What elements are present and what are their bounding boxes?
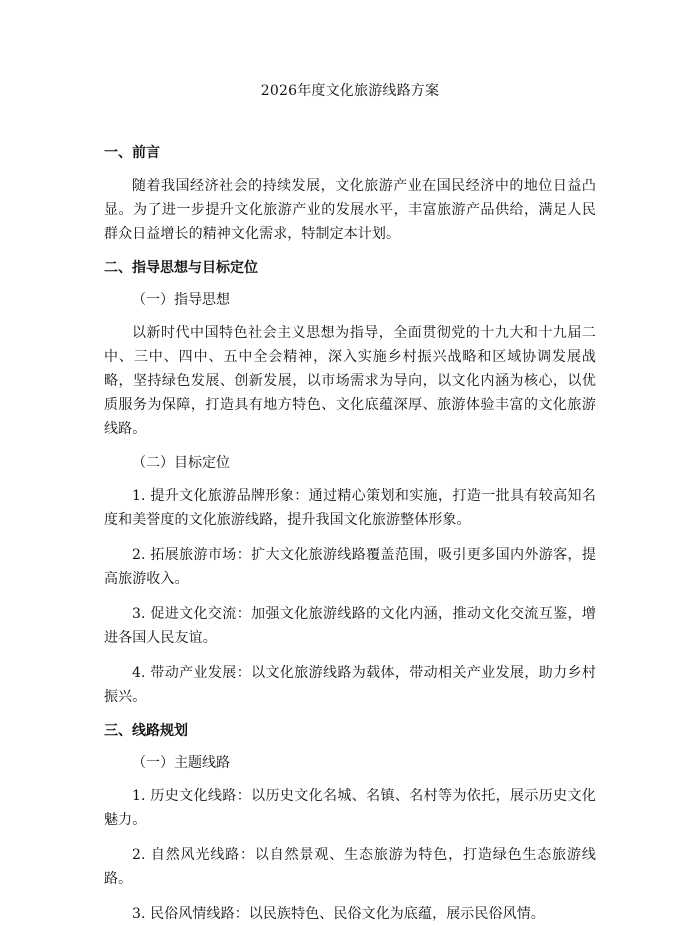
subheading-guiding-thought: （一）指导思想: [132, 292, 230, 308]
section-heading-routes: 三、线路规划: [104, 723, 188, 739]
section-heading-preface: 一、前言: [104, 145, 160, 161]
route-item-3: 3. 民俗风情线路：以民族特色、民俗文化为底蕴，展示民俗风情。: [132, 906, 545, 922]
section-heading-guiding: 二、指导思想与目标定位: [104, 260, 258, 276]
goal-item-4: 4. 带动产业发展：以文化旅游线路为载体，带动相关产业发展，助力乡村振兴。: [104, 665, 596, 705]
document-body: [104, 142, 596, 937]
subheading-theme-routes: （一）主题线路: [132, 755, 230, 771]
route-item-2: 2. 自然风光线路：以自然景观、生态旅游为特色，打造绿色生态旅游线路。: [104, 847, 596, 887]
paragraph-preface: 随着我国经济社会的持续发展，文化旅游产业在国民经济中的地位日益凸显。为了进一步提升文化旅游产业的发展水平，丰富旅游产品供给，满足人民群众日益增长的精神文化需求，特制定本计划。: [104, 178, 596, 242]
goal-item-2: 2. 拓展旅游市场：扩大文化旅游线路覆盖范围，吸引更多国内外游客，提高旅游收入。: [104, 547, 596, 587]
subheading-goals: （二）目标定位: [132, 455, 230, 471]
route-item-1: 1. 历史文化线路：以历史文化名城、名镇、名村等为依托，展示历史文化魅力。: [104, 788, 596, 828]
document-title: 2026年度文化旅游线路方案: [260, 83, 440, 99]
goal-item-1: 1. 提升文化旅游品牌形象：通过精心策划和实施，打造一批具有较高知名度和美誉度的文化旅游线路，提升我国文化旅游整体形象。: [104, 488, 596, 528]
goal-item-3: 3. 促进文化交流：加强文化旅游线路的文化内涵，推动文化交流互鉴，增进各国人民友谊。: [104, 606, 596, 646]
paragraph-guiding-thought: 以新时代中国特色社会主义思想为指导，全面贯彻党的十九大和十九届二中、三中、四中、五中全会精神，深入实施乡村振兴战略和区域协调发展战略，坚持绿色发展、创新发展，以市场需求为导向，以文化内涵为核心，以优质服务为保障，打造具有地方特色、文化底蕴深厚、旅游体验丰富的文化旅游线路。: [104, 325, 596, 437]
